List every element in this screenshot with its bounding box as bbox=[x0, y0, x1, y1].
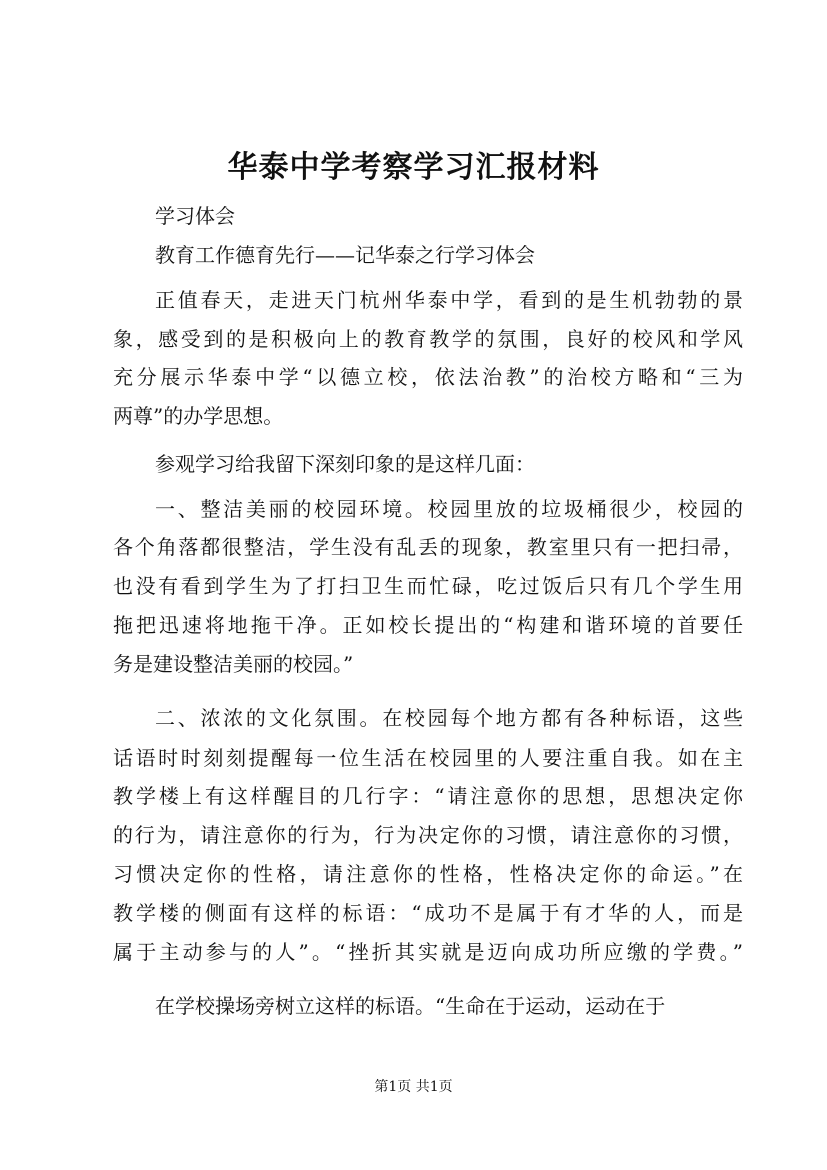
paragraph-line: 教学楼的侧面有这样的标语：“成功不是属于有才华的人，而是 bbox=[113, 901, 743, 925]
page-footer: 第1页 共1页 bbox=[374, 1079, 453, 1095]
paragraph-line: 一、整洁美丽的校园环境。校园里放的垃圾桶很少，校园的 bbox=[155, 497, 743, 521]
paragraph-line: 参观学习给我留下深刻印象的是这样几面： bbox=[155, 452, 535, 476]
subtitle-line: 学习体会 bbox=[155, 204, 235, 228]
paragraph-line: 充分展示华泰中学“以德立校，依法治教”的治校方略和“三为 bbox=[113, 365, 743, 389]
paragraph-line: 话语时时刻刻提醒每一位生活在校园里的人要注重自我。如在主 bbox=[113, 746, 743, 770]
paragraph-line: 的行为，请注意你的行为，行为决定你的习惯，请注意你的习惯， bbox=[113, 823, 743, 847]
document-title: 华泰中学考察学习汇报材料 bbox=[227, 150, 600, 185]
paragraph-line: 也没有看到学生为了打扫卫生而忙碌，吃过饭后只有几个学生用 bbox=[113, 574, 743, 598]
paragraph-line: 正值春天，走进天门杭州华泰中学，看到的是生机勃勃的景 bbox=[155, 288, 743, 312]
paragraph-line: 两尊”的办学思想。 bbox=[113, 404, 284, 428]
paragraph-line: 拖把迅速将地拖干净。正如校长提出的“构建和谐环境的首要任 bbox=[113, 613, 743, 637]
paragraph-line: 习惯决定你的性格，请注意你的性格，性格决定你的命运。”在 bbox=[113, 862, 743, 886]
paragraph-line: 在学校操场旁树立这样的标语。“生命在于运动，运动在于 bbox=[155, 994, 666, 1018]
paragraph-line: 各个角落都很整洁，学生没有乱丢的现象，教室里只有一把扫帚， bbox=[113, 535, 743, 559]
paragraph-line: 象，感受到的是积极向上的教育教学的氛围，良好的校风和学风 bbox=[113, 327, 743, 351]
subtitle-line: 教育工作德育先行——记华泰之行学习体会 bbox=[155, 243, 535, 267]
paragraph-line: 属于主动参与的人”。“挫折其实就是迈向成功所应缴的学费。” bbox=[113, 940, 743, 964]
paragraph-line: 二、浓浓的文化氛围。在校园每个地方都有各种标语，这些 bbox=[155, 706, 743, 730]
paragraph-line: 教学楼上有这样醒目的几行字：“请注意你的思想，思想决定你 bbox=[113, 784, 743, 808]
paragraph-line: 务是建设整洁美丽的校园。” bbox=[113, 652, 354, 676]
